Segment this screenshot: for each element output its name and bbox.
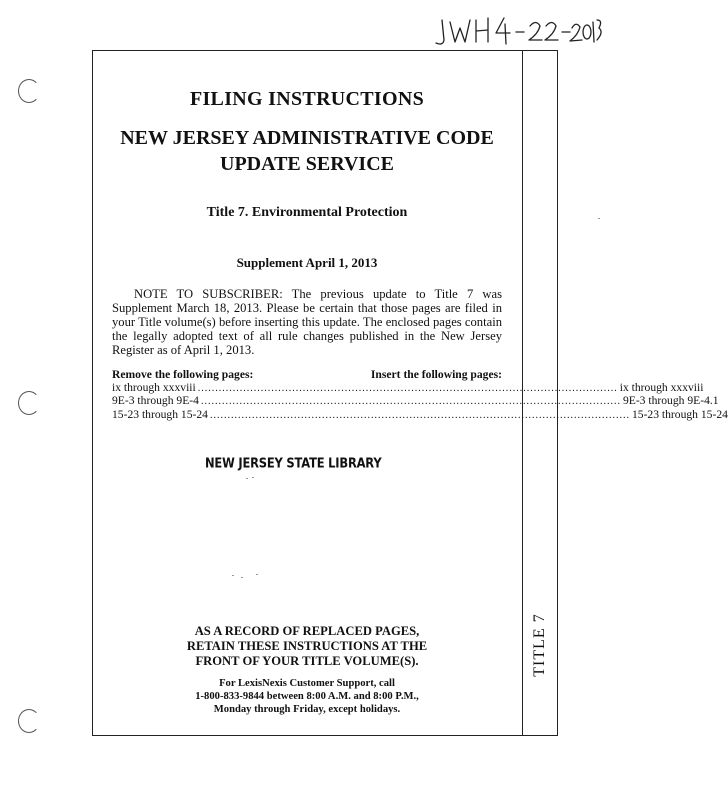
page-title: FILING INSTRUCTIONS [189,88,425,110]
document-body [112,60,728,422]
library-stamp: NEW JERSEY STATE LIBRARY [205,454,382,472]
subscriber-note: NOTE TO SUBSCRIBER: The previous update to Title 7 was Supplement March 18, 2013. Please be certain that those pages are filed in your Title volume(s) before inserting this update. The enclosed pages contain the legally adopted text of all rule changes published in the New Jersey Register as of April 1, 2013. [112,287,502,357]
support-line-2: 1-800-833-9844 between 8:00 A.M. and 8:00 P.M., [195,691,419,702]
scan-speck [252,477,254,478]
binder-hole-bottom [18,709,40,733]
remove-pages: 9E-3 through 9E-4 [112,394,199,408]
customer-support [112,677,502,716]
leader-dots: ........................................................................................................................ [209,409,630,421]
insert-header: Insert the following pages: [370,368,502,381]
handwritten-note [432,6,602,52]
record-notice [112,624,502,669]
record-line-1: AS A RECORD OF REPLACED PAGES, [194,624,420,638]
support-line-3: Monday through Friday, except holidays. [213,704,401,715]
title-heading: Title 7. Environmental Protection [206,205,408,220]
support-line-1: For LexisNexis Customer Support, call [219,678,395,689]
insert-pages: ix through xxxviii [619,380,704,394]
title-tab-label: TITLE 7 [531,613,548,677]
scan-speck [256,574,258,575]
table-row [112,380,704,396]
insert-pages: 15-23 through 15-24 [631,407,728,421]
record-line-3: FRONT OF YOUR TITLE VOLUME(S). [195,654,419,668]
scan-speck [598,218,600,219]
pages-table-header [112,369,502,382]
record-line-2: RETAIN THESE INSTRUCTIONS AT THE [186,639,428,653]
pages-table [112,368,728,422]
page-subtitle [112,125,502,177]
remove-pages: ix through xxxviii [112,380,196,394]
scan-speck [246,478,248,479]
subtitle-line-1: NEW JERSEY ADMINISTRATIVE CODE [120,127,494,149]
subtitle-line-2: UPDATE SERVICE [220,153,394,175]
table-row [112,394,719,409]
scan-speck [232,575,234,576]
table-row [112,407,728,423]
binder-hole-middle [18,391,40,415]
leader-dots: ........................................................................................................................ [197,382,618,394]
insert-pages: 9E-3 through 9E-4.1 [622,394,719,408]
scan-speck [241,577,243,578]
remove-header: Remove the following pages: [112,368,254,381]
supplement-date: Supplement April 1, 2013 [236,255,378,270]
remove-pages: 15-23 through 15-24 [112,407,208,421]
leader-dots: ........................................................................................................................ [200,396,621,408]
binder-hole-top [18,79,40,103]
